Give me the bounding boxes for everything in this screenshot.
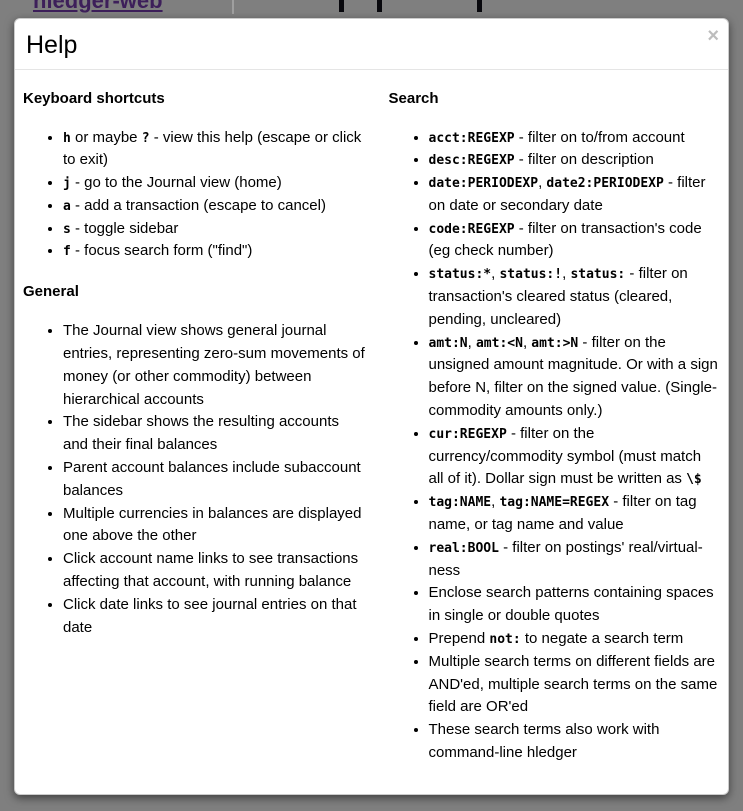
inline-code: status:! — [499, 267, 563, 283]
modal-body — [15, 70, 728, 765]
list-item: • real:BOOL - filter on postings' real/virtual-ness — [429, 537, 721, 583]
list-item: • The Journal view shows general journal entries, representing zero-sum movements of money (or other commodity) between hierarchical accounts — [63, 320, 366, 411]
section-heading: Search — [388, 89, 439, 107]
inline-code: acct:REGEXP — [428, 130, 515, 146]
list-item: • Multiple search terms on different fields are AND'ed, multiple search terms on the same field are OR'ed — [429, 651, 721, 719]
list-item: • code:REGEXP - filter on transaction's code (eg check number) — [429, 218, 721, 264]
list-item: • date:PERIODEXP, date2:PERIODEXP - filter on date or secondary date — [429, 172, 721, 218]
inline-code: code:REGEXP — [428, 221, 515, 237]
list-item: • acct:REGEXP - filter on to/from account — [429, 127, 721, 150]
list-item: • Click date links to see journal entries on that date — [63, 594, 366, 640]
page-column-divider — [232, 0, 234, 14]
inline-code: \$ — [686, 472, 702, 488]
inline-code: amt:N — [428, 335, 468, 351]
inline-code: date:PERIODEXP — [428, 176, 539, 192]
inline-code: j — [63, 176, 71, 192]
inline-code: s — [63, 221, 71, 237]
list-item: • j - go to the Journal view (home) — [63, 172, 366, 195]
bullet-list — [23, 127, 366, 264]
list-item: • Parent account balances include subaccount balances — [63, 457, 366, 503]
section-heading: Keyboard shortcuts — [23, 89, 165, 107]
section-heading: General — [23, 283, 79, 301]
inline-code: f — [63, 244, 71, 260]
modal-title: Help — [26, 31, 78, 59]
list-item: • a - add a transaction (escape to cancel) — [63, 195, 366, 218]
list-item: • f - focus search form ("find") — [63, 240, 366, 263]
bullet-list — [23, 320, 366, 639]
list-item: • Enclose search patterns containing spaces in single or double quotes — [429, 582, 721, 628]
list-item: • Prepend not: to negate a search term — [429, 628, 721, 651]
list-item: • tag:NAME, tag:NAME=REGEX - filter on tag name, or tag name and value — [429, 491, 721, 537]
inline-code: a — [63, 198, 71, 214]
modal-header — [15, 19, 728, 70]
help-modal — [14, 18, 729, 795]
inline-code: tag:NAME=REGEX — [499, 495, 610, 511]
list-item: • s - toggle sidebar — [63, 218, 366, 241]
inline-code: status: — [570, 267, 626, 283]
close-icon[interactable]: × — [707, 25, 719, 47]
list-item: • status:*, status:!, status: - filter on transaction's cleared status (cleared, pending, uncleared) — [429, 263, 721, 331]
inline-code: desc:REGEXP — [428, 153, 515, 169]
inline-code: amt:<N — [475, 335, 523, 351]
list-item: • Multiple currencies in balances are displayed one above the other — [63, 503, 366, 549]
list-item: • Click account name links to see transactions affecting that account, with running balance — [63, 548, 366, 594]
inline-code: not: — [489, 632, 521, 648]
inline-code: tag:NAME — [428, 495, 492, 511]
inline-code: status:* — [428, 267, 492, 283]
inline-code: amt:>N — [531, 335, 579, 351]
list-item: • These search terms also work with command-line hledger — [429, 719, 721, 765]
list-item: • h or maybe ? - view this help (escape or click to exit) — [63, 127, 366, 173]
list-item: • cur:REGEXP - filter on the currency/commodity symbol (must match all of it). Dollar sign must be written as \$ — [429, 423, 721, 491]
help-column-right — [372, 70, 721, 765]
inline-code: cur:REGEXP — [428, 426, 507, 442]
list-item: • desc:REGEXP - filter on description — [429, 149, 721, 172]
inline-code: date2:PERIODEXP — [546, 176, 664, 192]
list-item: • The sidebar shows the resulting accounts and their final balances — [63, 411, 366, 457]
bullet-list — [389, 127, 721, 765]
inline-code: real:BOOL — [428, 540, 499, 556]
help-column-left — [23, 70, 372, 765]
inline-code: h — [63, 130, 71, 146]
list-item: • amt:N, amt:<N, amt:>N - filter on the unsigned amount magnitude. Or with a sign before N, filter on the signed value. (Single-commodity amounts only.) — [429, 332, 721, 423]
inline-code: ? — [141, 130, 150, 146]
